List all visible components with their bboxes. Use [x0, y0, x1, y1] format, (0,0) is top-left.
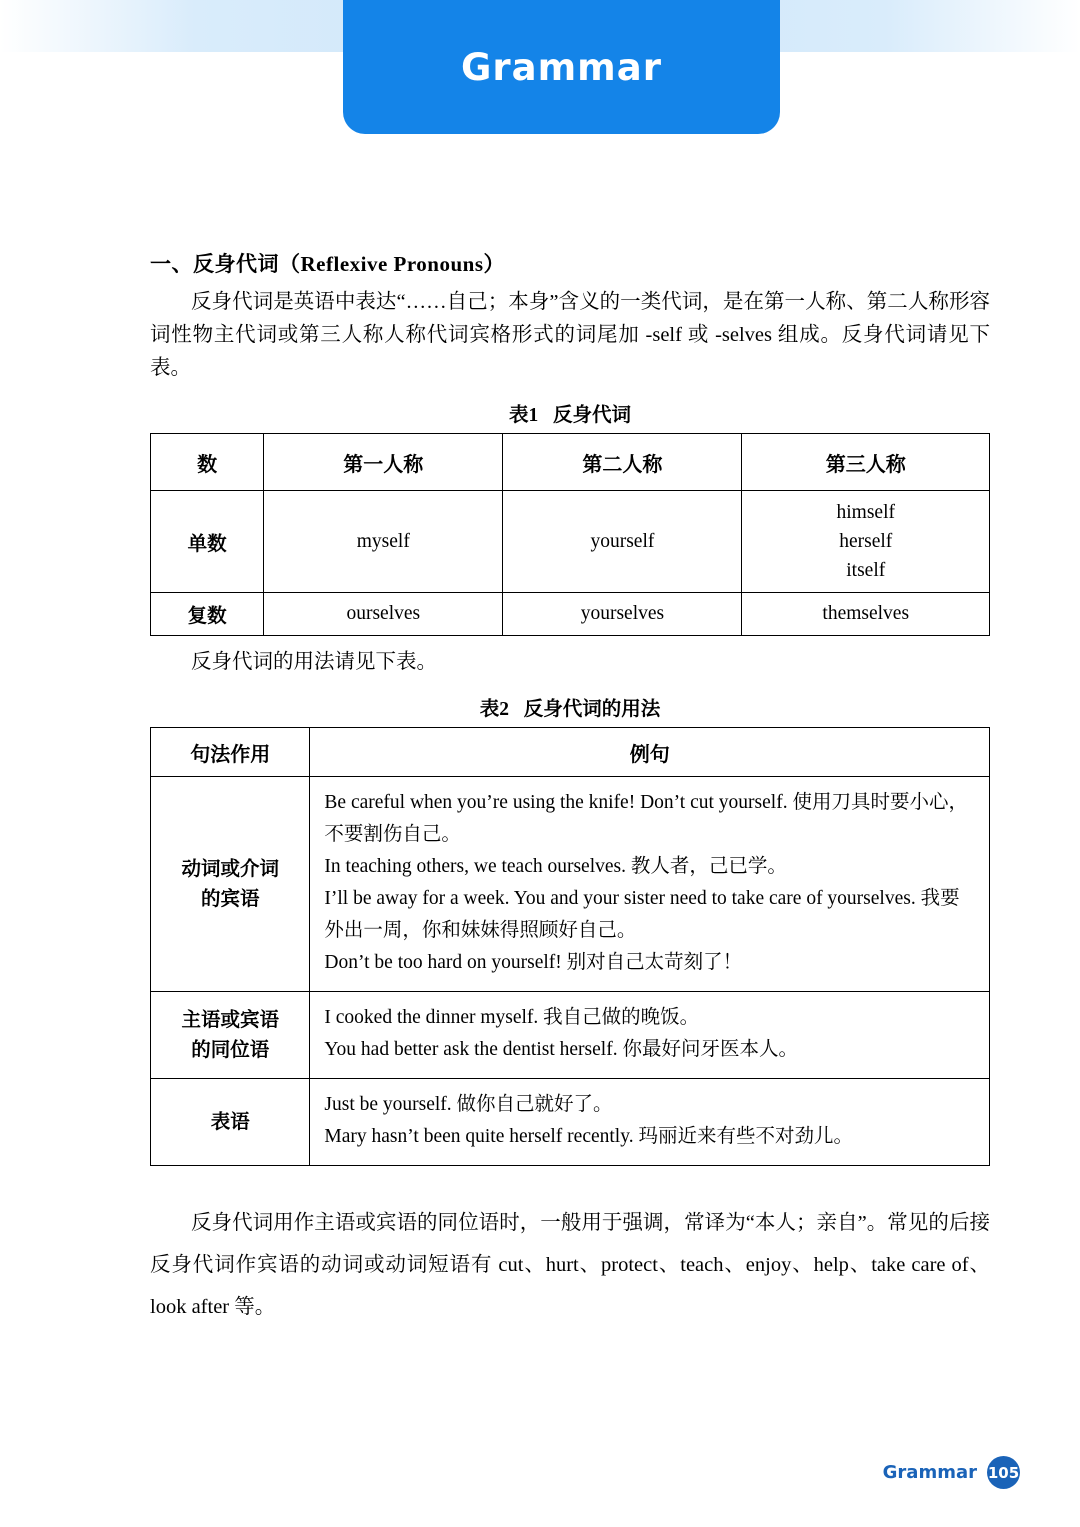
- page-content: [150, 248, 990, 1328]
- table1-row0-label: 单数: [151, 491, 264, 593]
- table1-row0-third-1: herself: [839, 531, 893, 552]
- table1-caption: [150, 399, 990, 427]
- footer-label: Grammar: [882, 1462, 977, 1483]
- table-row: [151, 777, 990, 992]
- table2-row0-role-line0: 动词或介词: [181, 858, 279, 880]
- table2-row1-role: [151, 992, 310, 1079]
- table2-row0-role: [151, 777, 310, 992]
- table2-caption: [150, 693, 990, 721]
- table2-row2-example-1: Mary hasn’t been quite herself recently. 玛丽近来有些不对劲儿。: [324, 1126, 853, 1147]
- table2-row1-role-line0: 主语或宾语: [181, 1009, 279, 1031]
- table1-row0-first: myself: [264, 491, 503, 593]
- table1-row1-first: ourselves: [264, 593, 503, 636]
- table1-row0-third-2: itself: [846, 560, 886, 581]
- table2-row0-example-2: I’ll be away for a week. You and your sister need to take care of yourselves. 我要外出一周，你和妹妹得照顾好自己。: [324, 888, 960, 941]
- table2-header-1: 例句: [310, 728, 990, 777]
- table-row: [151, 992, 990, 1079]
- closing-section: [150, 1202, 990, 1328]
- closing-paragraph: 反身代词用作主语或宾语的同位语时，一般用于强调，常译为“本人；亲自”。常见的后接反身代词作宾语的动词或动词短语有 cut、hurt、protect、teach、enjoy、help、take care of、look after 等。: [150, 1212, 990, 1318]
- reflexive-pronoun-usage-table: [150, 727, 990, 1166]
- table1-caption-number: 表1: [509, 405, 539, 426]
- page-title: Grammar: [343, 0, 780, 134]
- table2-row1-example-1: You had better ask the dentist herself. 你最好问牙医本人。: [324, 1039, 798, 1060]
- table2-row1-role-line1: 的同位语: [191, 1039, 270, 1061]
- table1-header-0: 数: [151, 434, 264, 491]
- table2-row2-role-line0: 表语: [210, 1111, 250, 1133]
- page-footer: [883, 1456, 1020, 1489]
- table1-row1-third: themselves: [742, 593, 990, 636]
- table2-row0-examples: [310, 777, 990, 992]
- table1-header-2: 第二人称: [503, 434, 742, 491]
- table2-header-0: 句法作用: [151, 728, 310, 777]
- table-header-row: [151, 728, 990, 777]
- table1-header-3: 第三人称: [742, 434, 990, 491]
- table2-row1-example-0: I cooked the dinner myself. 我自己做的晚饭。: [324, 1007, 700, 1028]
- table1-header-1: 第一人称: [264, 434, 503, 491]
- table2-row0-example-0: Be careful when you’re using the knife! Don’t cut yourself. 使用刀具时要小心，不要割伤自己。: [324, 792, 968, 845]
- section-heading-cn: 一、反身代词（: [150, 252, 301, 276]
- table1-row0-second: yourself: [503, 491, 742, 593]
- table2-row1-examples: [310, 992, 990, 1079]
- table1-row0-third-0: himself: [836, 502, 895, 523]
- table2-row2-example-0: Just be yourself. 做你自己就好了。: [324, 1094, 613, 1115]
- section-heading-cn-close: ）: [483, 252, 506, 276]
- table2-caption-number: 表2: [479, 699, 510, 720]
- table2-row0-role-line1: 的宾语: [200, 888, 260, 910]
- section-heading: [150, 248, 990, 278]
- table-row: [151, 1079, 990, 1166]
- between-tables-paragraph: 反身代词的用法请见下表。: [191, 651, 437, 673]
- table1-row1-label: 复数: [151, 593, 264, 636]
- section-heading-en: Reflexive Pronouns: [300, 252, 484, 276]
- table2-row2-role: [151, 1079, 310, 1166]
- table2-row0-example-3: Don’t be too hard on yourself! 别对自己太苛刻了！: [324, 952, 743, 973]
- intro-paragraph: 反身代词是英语中表达“……自己；本身”含义的一类代词，是在第一人称、第二人称形容词性物主代词或第三人称人称代词宾格形式的词尾加 -self 或 -selves 组成。反身代词请见下表。: [150, 291, 990, 379]
- table1-row0-third: [742, 491, 990, 593]
- table-row: [151, 491, 990, 593]
- table-row: [151, 593, 990, 636]
- table2-caption-text: 反身代词的用法: [523, 699, 661, 720]
- reflexive-pronoun-table: [150, 433, 990, 636]
- page-number: 105: [987, 1456, 1020, 1489]
- table2-row0-example-1: In teaching others, we teach ourselves. 教人者，己已学。: [324, 856, 787, 877]
- table2-row2-examples: [310, 1079, 990, 1166]
- table-header-row: [151, 434, 990, 491]
- table1-row1-second: yourselves: [503, 593, 742, 636]
- table1-caption-text: 反身代词: [552, 405, 631, 426]
